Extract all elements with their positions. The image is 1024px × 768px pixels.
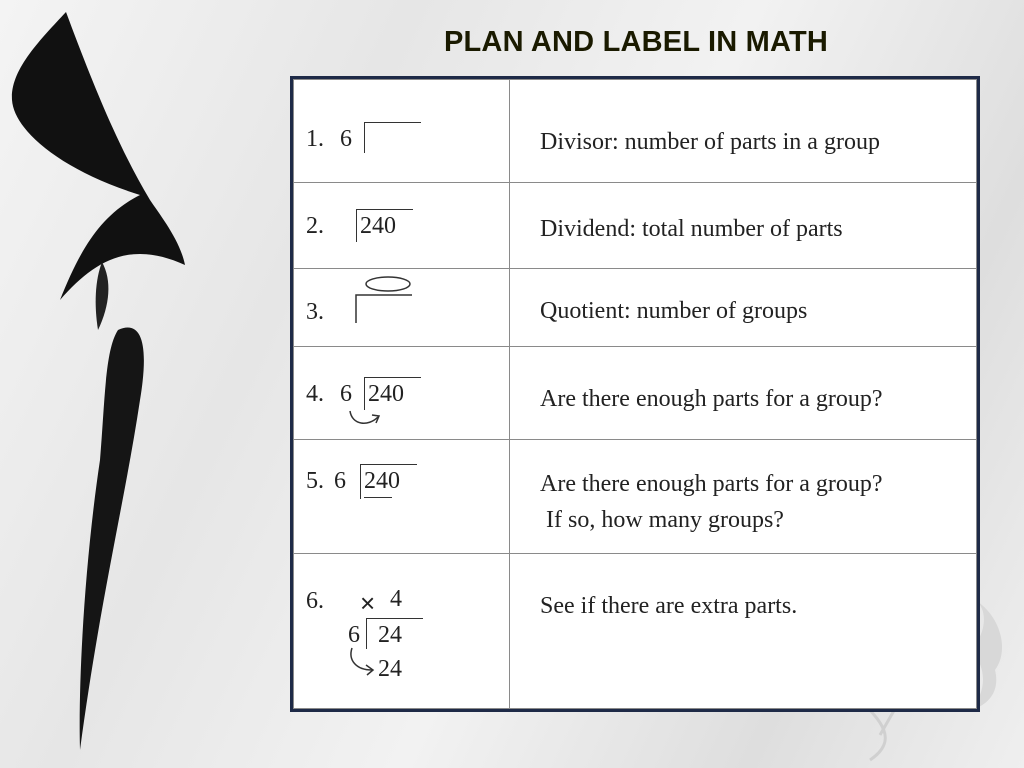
table-row: [294, 347, 977, 440]
description-cell: [510, 554, 977, 709]
product-value: 24: [378, 656, 402, 682]
divisor-value: 6: [340, 381, 352, 407]
description-cell: [510, 80, 977, 183]
step-cell: [294, 269, 510, 347]
description-text: Are there enough parts for a group?: [540, 471, 883, 497]
description-text: If so, how many groups?: [546, 507, 784, 533]
table-row: [294, 80, 977, 183]
curved-arrow-icon: [346, 646, 382, 676]
step-number: 2.: [306, 213, 324, 239]
divisor-value: 6: [348, 622, 360, 648]
division-bracket: [364, 122, 421, 153]
description-text: Dividend: total number of parts: [540, 216, 843, 242]
quotient-value: 4: [390, 586, 402, 612]
step-number: 3.: [306, 299, 324, 325]
description-cell: [510, 347, 977, 440]
table-row: [294, 269, 977, 347]
description-text: Are there enough parts for a group?: [540, 386, 883, 412]
step-cell: [294, 440, 510, 554]
description-text: See if there are extra parts.: [540, 593, 798, 619]
step-cell: [294, 554, 510, 709]
steps-table: [290, 76, 980, 712]
step-cell: [294, 347, 510, 440]
divisor-value: 6: [334, 468, 346, 494]
table-row: [294, 554, 977, 709]
step-number: 5.: [306, 468, 324, 494]
table-row: [294, 183, 977, 269]
dividend-value: 24: [378, 622, 402, 648]
table-row: [294, 440, 977, 554]
step-cell: [294, 183, 510, 269]
step-cell: [294, 80, 510, 183]
description-cell: [510, 440, 977, 554]
curved-arrow-icon: [346, 407, 386, 431]
description-cell: [510, 183, 977, 269]
quotient-marker-icon: [354, 273, 416, 325]
description-text: Quotient: number of groups: [540, 298, 808, 324]
divisor-value: 6: [340, 126, 352, 152]
dividend-value: 240: [364, 468, 400, 494]
page-title: PLAN AND LABEL IN MATH: [443, 26, 829, 58]
dividend-value: 240: [368, 381, 404, 407]
underline-mark: [364, 497, 392, 498]
calligraphy-stroke-2: [80, 328, 144, 750]
calligraphy-stroke-3: [96, 262, 109, 330]
step-number: 6.: [306, 588, 324, 614]
description-text: Divisor: number of parts in a group: [540, 129, 880, 155]
dividend-value: 240: [360, 213, 396, 239]
multiply-symbol: ×: [360, 588, 376, 618]
description-cell: [510, 269, 977, 347]
step-number: 1.: [306, 126, 324, 152]
step-number: 4.: [306, 381, 324, 407]
